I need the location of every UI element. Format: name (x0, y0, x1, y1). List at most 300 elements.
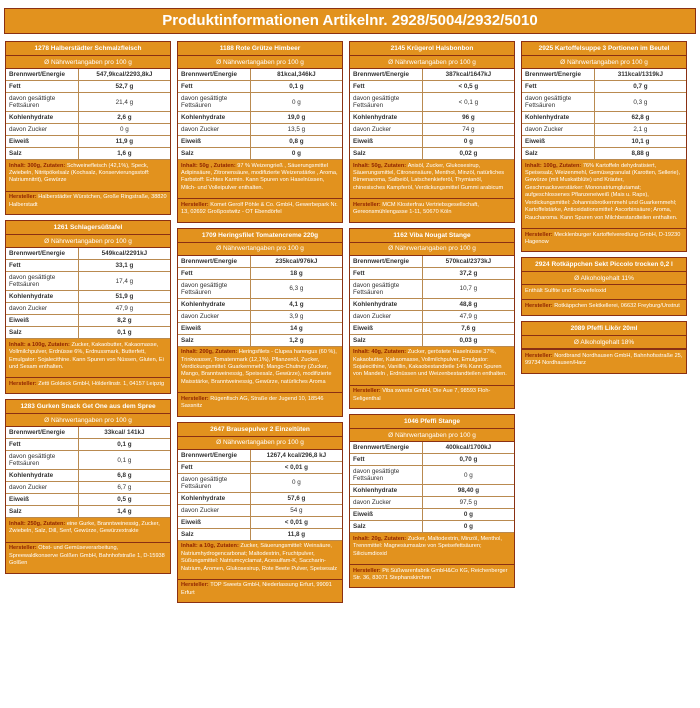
nutrition-label: Salz (6, 148, 78, 160)
nutrition-label: Fett (178, 81, 250, 93)
product-card (349, 414, 515, 588)
nutrition-subtitle: Ø Alkoholgehalt 18% (522, 336, 686, 349)
product-card (521, 321, 687, 373)
nutrition-subtitle: Ø Nährwertangaben pro 100 g (178, 243, 342, 256)
nutrition-value: 311kcal/1319kJ (594, 69, 686, 81)
nutrition-row (178, 450, 342, 462)
nutrition-label: Brennwert/Energie (178, 69, 250, 81)
nutrition-label: Brennwert/Energie (350, 256, 422, 268)
nutrition-row (178, 492, 342, 504)
manufacturer-text (522, 299, 686, 315)
nutrition-label: davon Zucker (178, 504, 250, 516)
nutrition-value: 48,8 g (422, 298, 514, 310)
nutrition-label: Eiweiß (6, 494, 78, 506)
nutrition-label: Kohlenhydrate (350, 112, 422, 124)
nutrition-row (6, 427, 170, 439)
product-title: 2089 Pfeffi Likör 20ml (522, 322, 686, 336)
nutrition-label: Kohlenhydrate (6, 112, 78, 124)
nutrition-value: < 0,01 g (250, 461, 342, 473)
nutrition-value: 6,7 g (78, 482, 170, 494)
manufacturer-body: Pit Süßwarenfabrik GmbH&Co KG, Reichenberger Str. 36, 83071 Stephanskirchen (353, 567, 508, 581)
nutrition-label: Eiweiß (178, 136, 250, 148)
nutrition-label: Eiweiß (522, 136, 594, 148)
nutrition-value: 8,2 g (78, 315, 170, 327)
nutrition-table (178, 256, 342, 347)
nutrition-value: 33kcal/ 141kJ (78, 427, 170, 439)
nutrition-value: < 0,1 g (422, 93, 514, 112)
nutrition-label: Kohlenhydrate (6, 470, 78, 482)
nutrition-label: Salz (350, 521, 422, 533)
nutrition-label: Fett (6, 439, 78, 451)
ingredients-body: eine Gurke, Branntweinessig, Zucker, Zwiebeln, Salz, Dill, Senf, Gewürze, Gewürzextrakte (9, 520, 160, 535)
nutrition-label: Brennwert/Energie (350, 69, 422, 81)
manufacturer-text (178, 579, 342, 602)
nutrition-label: Salz (350, 148, 422, 160)
product-title: 2145 Krügerol Halsbonbon (350, 42, 514, 56)
nutrition-value: 1,6 g (78, 148, 170, 160)
nutrition-label: Brennwert/Energie (178, 256, 250, 268)
nutrition-row (350, 485, 514, 497)
manufacturer-text (522, 228, 686, 251)
ingredients-label: Inhalt: 300g, Zutaten: (9, 162, 67, 169)
nutrition-row (6, 506, 170, 518)
nutrition-row (178, 516, 342, 528)
nutrition-subtitle: Ø Nährwertangaben pro 100 g (6, 414, 170, 427)
nutrition-value: 0 g (250, 473, 342, 492)
manufacturer-label: Hersteller: (525, 352, 555, 359)
manufacturer-body: Nordbrand Nordhausen GmbH, Bahnhofsstraße 25, 99734 Nordhausen/Harz (525, 352, 683, 367)
nutrition-label: Brennwert/Energie (6, 427, 78, 439)
nutrition-value: 0,1 g (78, 327, 170, 339)
grid-column-4 (521, 41, 687, 374)
manufacturer-body: Halberstädter Würstchen, Große Ringstraße, 38820 Halberstadt (9, 194, 167, 208)
nutrition-label: Kohlenhydrate (522, 112, 594, 124)
nutrition-label: Eiweiß (6, 315, 78, 327)
grid-column-1 (5, 41, 171, 574)
nutrition-row (178, 124, 342, 136)
nutrition-label: Kohlenhydrate (350, 298, 422, 310)
nutrition-value: 1,2 g (250, 334, 342, 346)
nutrition-value: 570kcal/2373kJ (422, 256, 514, 268)
manufacturer-text (178, 392, 342, 415)
manufacturer-label: Hersteller: (525, 302, 555, 309)
product-title: 1283 Gurken Snack Get One aus dem Spree (6, 400, 170, 414)
nutrition-row (6, 303, 170, 315)
nutrition-row (6, 439, 170, 451)
manufacturer-label: Hersteller: (9, 545, 39, 552)
nutrition-row (350, 81, 514, 93)
ingredients-body: Zucker, Säuerungsmittel: Weinsäure, Natriumhydrogencarbonat; Maltodextrin, Fruchtpulver, Süßungsmittel: Natriumcyclamat, Acesulfam-K, Saccharin-Natrium, Aromen, Glukosesirup, Rote Beete Pulver, Speisesalz (181, 543, 338, 572)
nutrition-value: 47,9 g (422, 310, 514, 322)
product-title: 2647 Brausepulver 2 Einzeltüten (178, 423, 342, 437)
nutrition-label: davon Zucker (6, 124, 78, 136)
nutrition-value: 47,9 g (78, 303, 170, 315)
nutrition-row (350, 93, 514, 112)
product-card (349, 228, 515, 410)
grid-column-2 (177, 41, 343, 603)
nutrition-label: Salz (350, 334, 422, 346)
manufacturer-text (350, 385, 514, 408)
nutrition-value: 1,4 g (78, 506, 170, 518)
nutrition-row (6, 291, 170, 303)
ingredients-label: Inhalt: a 10g, Zutaten: (181, 543, 241, 550)
manufacturer-label: Hersteller: (9, 380, 39, 387)
nutrition-value: < 0,5 g (422, 81, 514, 93)
nutrition-value: 19,0 g (250, 112, 342, 124)
ingredients-text (350, 160, 514, 198)
nutrition-row (178, 267, 342, 279)
product-title: 2925 Kartoffelsuppe 3 Portionen im Beutel (522, 42, 686, 56)
manufacturer-label: Hersteller: (353, 388, 383, 395)
nutrition-row (6, 482, 170, 494)
nutrition-value: 21,4 g (78, 93, 170, 112)
nutrition-row (6, 327, 170, 339)
manufacturer-body: Mecklenburger Kartoffelveredlung GmbH, D-19230 Hagenow (525, 231, 681, 245)
nutrition-row (178, 148, 342, 160)
nutrition-table (6, 248, 170, 339)
nutrition-row (6, 136, 170, 148)
nutrition-row (350, 124, 514, 136)
nutrition-row (178, 81, 342, 93)
product-title: 1162 Viba Nougat Stange (350, 229, 514, 243)
nutrition-label: Eiweiß (6, 136, 78, 148)
nutrition-value: 1267,4 kcal/296,8 kJ (250, 450, 342, 462)
manufacturer-text (6, 377, 170, 393)
manufacturer-body: Zetti Goldeck GmbH, Hölderlinstr. 1, 04157 Leipzig (38, 380, 165, 387)
nutrition-label: davon Zucker (178, 310, 250, 322)
product-title: 1261 Schlagersüßtafel (6, 221, 170, 235)
manufacturer-text (178, 198, 342, 221)
ingredients-body: Heringsfilets - Clupea harengus (60 %), Trinkwasser, Tomatenmark (12,1%), Pflanzenöl, Zucker, Verdickungsmittel: Guarkernmehl; Mango-Chutney (Zucker, Mango, Branntweinessig, Speisesalz, Gewürze), modifizierte Maisstärke, Branntweinessig, Gewürze, natürliches Aroma (181, 349, 337, 385)
nutrition-value: 0 g (250, 148, 342, 160)
ingredients-body: Zucker, Kakaobutter, Kakaomasse, Vollmilchpulver, Erdnüsse 6%, Erdnussmark, Butterfett, Emulgator: Sojalecithine. Kann Spuren von Nüssen, Gluten, Ei und Sesam enthalten. (9, 341, 164, 370)
nutrition-row (178, 279, 342, 298)
nutrition-label: Salz (178, 148, 250, 160)
nutrition-row (178, 310, 342, 322)
product-card (177, 41, 343, 223)
nutrition-row (522, 69, 686, 81)
nutrition-label: davon gesättigte Fettsäuren (178, 279, 250, 298)
nutrition-label: Eiweiß (178, 322, 250, 334)
nutrition-row (350, 256, 514, 268)
nutrition-row (522, 136, 686, 148)
nutrition-label: davon gesättigte Fettsäuren (350, 279, 422, 298)
nutrition-row (350, 298, 514, 310)
nutrition-label: Kohlenhydrate (178, 112, 250, 124)
nutrition-label: davon gesättigte Fettsäuren (6, 272, 78, 291)
contains-note: Enthält Sulfite und Schwefeloxid (525, 287, 607, 294)
nutrition-label: Eiweiß (350, 136, 422, 148)
nutrition-value: 10,7 g (422, 279, 514, 298)
nutrition-label: Brennwert/Energie (6, 248, 78, 260)
nutrition-value: 3,9 g (250, 310, 342, 322)
product-card (5, 220, 171, 394)
nutrition-value: 57,6 g (250, 492, 342, 504)
nutrition-row (522, 93, 686, 112)
nutrition-label: Eiweiß (350, 509, 422, 521)
product-grid (0, 41, 700, 603)
nutrition-row (6, 470, 170, 482)
nutrition-label: davon Zucker (178, 124, 250, 136)
nutrition-value: 0,7 g (594, 81, 686, 93)
nutrition-label: Fett (350, 81, 422, 93)
ingredients-label: Inhalt: 50g , Zutaten: (181, 162, 238, 169)
nutrition-value: 0,02 g (422, 148, 514, 160)
ingredients-text (350, 533, 514, 564)
ingredients-body: Zucker, Maltodextrin, Minzöl, Menthol, Trennmittel: Magnesiumsalze von Speisefettsäuren; Siliciumdioxid (353, 535, 502, 557)
nutrition-subtitle: Ø Nährwertangaben pro 100 g (350, 429, 514, 442)
ingredients-text (178, 160, 342, 198)
manufacturer-body: Viba sweets GmbH, Die Aue 7, 98593 Floh-Seligenthal (353, 388, 491, 402)
nutrition-value: 98,40 g (422, 485, 514, 497)
nutrition-value: < 0,01 g (250, 516, 342, 528)
nutrition-label: Brennwert/Energie (178, 450, 250, 462)
manufacturer-body: Rotkäppchen Sektkellerei, 06632 Freyburg/Unstrut (554, 302, 680, 309)
nutrition-value: 54 g (250, 504, 342, 516)
manufacturer-body: Rügenfisch AG, Straße der Jugend 10, 18546 Sassnitz (181, 395, 324, 410)
nutrition-label: davon Zucker (522, 124, 594, 136)
nutrition-row (178, 334, 342, 346)
page-title: Produktinformationen Artikelnr. 2928/5004/2932/5010 (4, 8, 696, 34)
ingredients-text (178, 347, 342, 393)
nutrition-label: davon gesättigte Fettsäuren (178, 93, 250, 112)
nutrition-label: davon Zucker (350, 497, 422, 509)
nutrition-label: davon gesättigte Fettsäuren (6, 451, 78, 470)
nutrition-subtitle: Ø Nährwertangaben pro 100 g (6, 56, 170, 69)
nutrition-row (350, 322, 514, 334)
nutrition-row (178, 322, 342, 334)
nutrition-row (6, 494, 170, 506)
nutrition-row (350, 112, 514, 124)
nutrition-label: Brennwert/Energie (522, 69, 594, 81)
nutrition-label: Brennwert/Energie (350, 442, 422, 454)
nutrition-value: 0,1 g (78, 439, 170, 451)
nutrition-table (178, 450, 342, 541)
nutrition-label: davon Zucker (350, 310, 422, 322)
nutrition-value: 0,70 g (422, 454, 514, 466)
nutrition-row (350, 334, 514, 346)
nutrition-table (350, 442, 514, 533)
nutrition-row (522, 124, 686, 136)
nutrition-label: Kohlenhydrate (350, 485, 422, 497)
nutrition-value: 0,1 g (78, 451, 170, 470)
nutrition-value: 0,3 g (594, 93, 686, 112)
nutrition-value: 11,9 g (78, 136, 170, 148)
manufacturer-label: Hersteller: (525, 231, 555, 238)
nutrition-row (178, 93, 342, 112)
nutrition-value: 0 g (78, 124, 170, 136)
nutrition-label: Fett (178, 267, 250, 279)
ingredients-label: Inhalt: 20g, Zutaten: (353, 535, 408, 542)
manufacturer-label: Hersteller: (181, 582, 211, 589)
manufacturer-label: Hersteller: (181, 395, 211, 402)
nutrition-value: 2,6 g (78, 112, 170, 124)
manufacturer-body: MCM Klosterfrau Vertriebsgesellschaft, Gereonsmühlengasse 1-11, 50670 Köln (353, 201, 479, 216)
nutrition-row (6, 69, 170, 81)
nutrition-label: davon gesättigte Fettsäuren (350, 466, 422, 485)
nutrition-label: Kohlenhydrate (178, 298, 250, 310)
product-title: 1188 Rote Grütze Himbeer (178, 42, 342, 56)
nutrition-value: 62,8 g (594, 112, 686, 124)
nutrition-label: Eiweiß (178, 516, 250, 528)
ingredients-label: Inhalt: 40g, Zutaten: (353, 349, 408, 356)
ingredients-text (6, 518, 170, 541)
nutrition-subtitle: Ø Nährwertangaben pro 100 g (350, 243, 514, 256)
nutrition-row (178, 136, 342, 148)
manufacturer-text (6, 542, 170, 573)
nutrition-value: 0 g (422, 136, 514, 148)
nutrition-row (522, 112, 686, 124)
product-card (5, 399, 171, 573)
product-card (177, 422, 343, 604)
manufacturer-label: Hersteller: (9, 194, 39, 201)
nutrition-row (178, 112, 342, 124)
nutrition-subtitle: Ø Nährwertangaben pro 100 g (522, 56, 686, 69)
ingredients-body: 97 % Weizengrieß , Säuerungsmittel Adipinsäure, Zitronensäure, modifizierte Weizenstärke , Aroma, Farbstoff: Echtes Karmin. Kann Spuren von Haselnüssen, Milch- und Volleipulver enthalten. (181, 162, 338, 191)
nutrition-value: 10,1 g (594, 136, 686, 148)
nutrition-table (350, 256, 514, 347)
nutrition-value: 2,1 g (594, 124, 686, 136)
nutrition-row (522, 148, 686, 160)
nutrition-row (6, 451, 170, 470)
nutrition-value: 37,2 g (422, 267, 514, 279)
nutrition-value: 400kcal/1700kJ (422, 442, 514, 454)
nutrition-value: 96 g (422, 112, 514, 124)
nutrition-row (6, 315, 170, 327)
nutrition-value: 11,8 g (250, 528, 342, 540)
manufacturer-text (6, 191, 170, 214)
nutrition-row (6, 112, 170, 124)
ingredients-text (6, 160, 170, 191)
product-card (177, 228, 343, 417)
nutrition-label: Salz (6, 506, 78, 518)
nutrition-row (178, 473, 342, 492)
manufacturer-label: Hersteller: (353, 567, 383, 574)
nutrition-value: 547,9kcal/2293,8kJ (78, 69, 170, 81)
nutrition-label: davon Zucker (350, 124, 422, 136)
nutrition-label: davon Zucker (6, 303, 78, 315)
nutrition-subtitle: Ø Nährwertangaben pro 100 g (178, 437, 342, 450)
nutrition-label: Eiweiß (350, 322, 422, 334)
nutrition-row (178, 461, 342, 473)
nutrition-value: 0 g (422, 509, 514, 521)
nutrition-value: 7,6 g (422, 322, 514, 334)
ingredients-body: Anisöl, Zucker, Glukosesirup, Säuerungsmittel, Citronensäure, Menthol, Minzöl, natürliches Birnenaroma, Salbeiöl, Latschenkieferöl, Thymianöl, chinesisches Kampferöl, Verdickungsmittel Gummi arabicum (353, 162, 505, 191)
nutrition-row (350, 267, 514, 279)
nutrition-row (6, 124, 170, 136)
ingredients-text (350, 347, 514, 385)
grid-column-3 (349, 41, 515, 588)
manufacturer-label: Hersteller: (353, 201, 383, 208)
nutrition-label: davon Zucker (6, 482, 78, 494)
nutrition-label: davon gesättigte Fettsäuren (350, 93, 422, 112)
manufacturer-label: Hersteller: (181, 201, 211, 208)
nutrition-row (178, 69, 342, 81)
ingredients-body: 76% Kartoffeln dehydratisiert, Speisesalz, Weizenmehl, Gemüsegranulat (Karotten, Sellerie), Gewürze (mit Muskatblüte) und Kräuter, Geschmacksverstärker: Mononatriumglutamat; aufgeschlossenes Pflanzeneiweiß (Mais u. Raps), Verdickungsmittel: Johannisbrotkernmehl und Guarkernmehl; Kartoffelstärke, Antioxidationsmittel: Ascorbinsäure; Aroma, Raucharoma. Kann Spuren von Milchbestandteilen enthalten. (525, 162, 681, 221)
ingredients-label: Inhalt: 250g, Zutaten: (9, 520, 67, 527)
ingredients-label: Inhalt: 50g, Zutaten: (353, 162, 408, 169)
nutrition-label: Fett (350, 454, 422, 466)
nutrition-row (178, 504, 342, 516)
nutrition-value: 18 g (250, 267, 342, 279)
nutrition-row (350, 310, 514, 322)
nutrition-row (350, 521, 514, 533)
ingredients-label: Inhalt: a 100g, Zutaten: (9, 341, 72, 348)
manufacturer-text (350, 564, 514, 587)
nutrition-row (178, 528, 342, 540)
nutrition-value: 52,7 g (78, 81, 170, 93)
nutrition-label: Fett (350, 267, 422, 279)
nutrition-value: 0 g (422, 521, 514, 533)
nutrition-row (178, 298, 342, 310)
manufacturer-body: Obst- und Gemüseverarbeitung, Spreewaldkonserve Golßen GmbH, Bahnhofstraße 1, D-15938 Golßen (9, 545, 165, 567)
ingredients-text (178, 541, 342, 579)
nutrition-label: Fett (178, 461, 250, 473)
nutrition-label: Salz (6, 327, 78, 339)
nutrition-value: 0,1 g (250, 81, 342, 93)
nutrition-row (6, 93, 170, 112)
nutrition-subtitle: Ø Alkoholgehalt 11% (522, 272, 686, 285)
nutrition-label: Fett (6, 260, 78, 272)
ingredients-label: Inhalt: 200g, Zutaten: (181, 349, 239, 356)
nutrition-table (522, 69, 686, 160)
nutrition-value: 0,8 g (250, 136, 342, 148)
product-card (521, 257, 687, 316)
nutrition-label: Salz (178, 334, 250, 346)
nutrition-label: Fett (522, 81, 594, 93)
nutrition-label: Fett (6, 81, 78, 93)
product-card (521, 41, 687, 252)
nutrition-row (350, 69, 514, 81)
nutrition-value: 549kcal/2291kJ (78, 248, 170, 260)
nutrition-subtitle: Ø Nährwertangaben pro 100 g (6, 235, 170, 248)
nutrition-row (350, 442, 514, 454)
nutrition-subtitle: Ø Nährwertangaben pro 100 g (178, 56, 342, 69)
nutrition-label: davon gesättigte Fettsäuren (6, 93, 78, 112)
ingredients-body: Zucker, geröstete Haselnüsse 37%, Kakaobutter, Kakaomasse, Vollmilchpulver, Emulgator: Sojalecithine, Vanillin, Kakaobestandteile 14% Kann Spuren von Mandeln , Erdnüssen und Weizenbestandteilen enthalten. (353, 349, 507, 378)
nutrition-label: davon gesättigte Fettsäuren (178, 473, 250, 492)
nutrition-row (6, 81, 170, 93)
manufacturer-body: Komet Gerolf Pöhle & Co. GmbH, Gewerbepark Nr. 13, 02692 Großpostwitz - OT Ebendörfel (181, 201, 338, 216)
nutrition-value: 8,88 g (594, 148, 686, 160)
nutrition-table (350, 69, 514, 160)
nutrition-value: 97,5 g (422, 497, 514, 509)
nutrition-value: 6,8 g (78, 470, 170, 482)
nutrition-row (350, 497, 514, 509)
ingredients-text (6, 339, 170, 377)
nutrition-label: Salz (522, 148, 594, 160)
nutrition-value: 235kcal/976kJ (250, 256, 342, 268)
nutrition-table (6, 427, 170, 518)
ingredients-text (522, 160, 686, 228)
product-title: 1046 Pfeffi Stange (350, 415, 514, 429)
product-title: 1278 Halberstädter Schmalzfleisch (6, 42, 170, 56)
product-card (349, 41, 515, 223)
nutrition-value: 81kcal,346kJ (250, 69, 342, 81)
nutrition-row (350, 279, 514, 298)
nutrition-value: 74 g (422, 124, 514, 136)
manufacturer-text (522, 349, 686, 372)
nutrition-label: Salz (178, 528, 250, 540)
nutrition-value: 6,3 g (250, 279, 342, 298)
nutrition-label: Kohlenhydrate (178, 492, 250, 504)
nutrition-row (6, 248, 170, 260)
product-title: 1709 Heringsfilet Tomatencreme 220g (178, 229, 342, 243)
nutrition-value: 0 g (250, 93, 342, 112)
nutrition-value: 33,1 g (78, 260, 170, 272)
nutrition-table (178, 69, 342, 160)
manufacturer-body: TOP Sweets GmbH, Niederlassung Erfurt, 99091 Erfurt (181, 582, 332, 596)
